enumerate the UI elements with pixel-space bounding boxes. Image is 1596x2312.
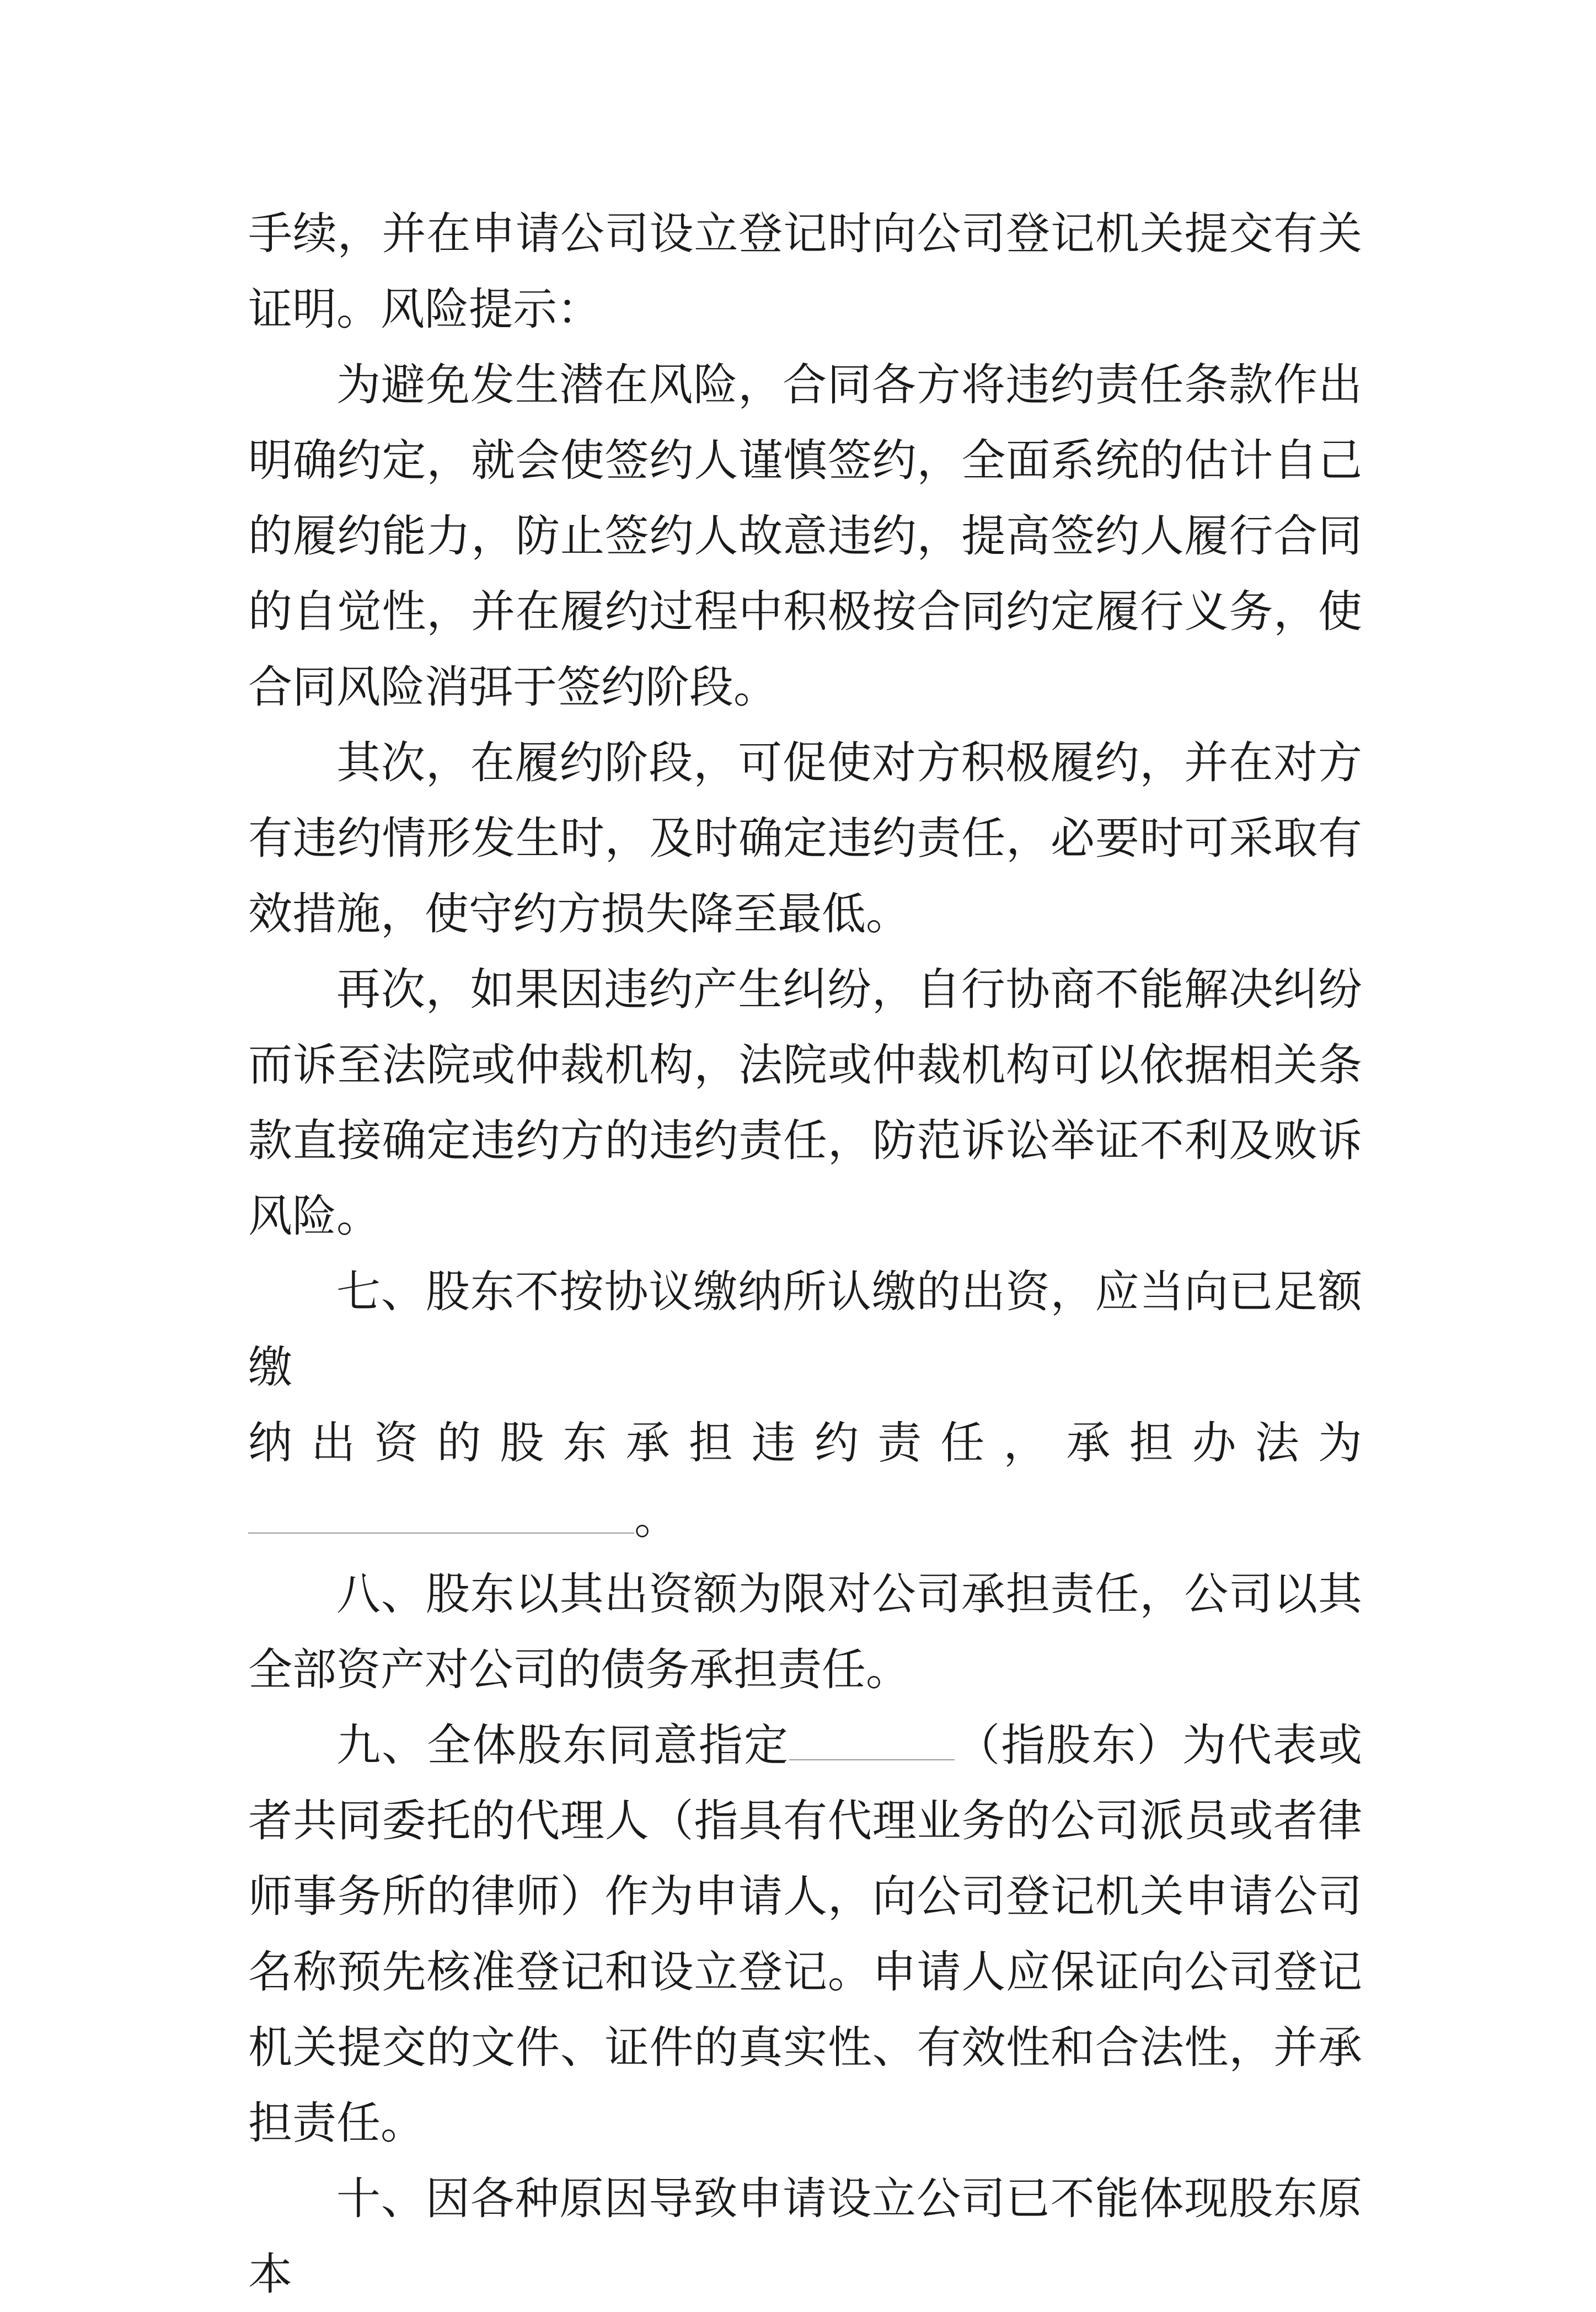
clause-7-char: 为 [1317, 1417, 1362, 1469]
document-body [248, 196, 1362, 2312]
paragraph-thirdly: 再次，如果因违约产生纠纷，自行协商不能解决纠纷而诉至法院或仲裁机构，法院或仲裁机构可以依据相关条款直接确定违约方的违约责任，防范诉讼举证不利及败诉风险。 [248, 964, 1362, 1242]
paragraph-secondly: 其次，在履约阶段，可促使对方积极履约，并在对方有违约情形发生时，及时确定违约责任，必要时可采取有效措施，使守约方损失降至最低。 [248, 737, 1362, 939]
paragraph-continuation: 手续，并在申请公司设立登记时向公司登记机关提交有关证明。风险提示： [248, 208, 1362, 335]
clause-7-line-2 [248, 1405, 1362, 1481]
clause-7-char: 东 [563, 1417, 607, 1469]
clause-7-char: 出 [311, 1417, 356, 1469]
clause-7-char: 承 [625, 1417, 670, 1469]
clause-7-char: 股 [500, 1417, 544, 1469]
clause-8: 八、股东以其出资额为限对公司承担责任，公司以其全部资产对公司的债务承担责任。 [248, 1568, 1362, 1695]
clause-7-char: 的 [437, 1417, 481, 1469]
clause-9-suffix: （指股东）为代表或者共同委托的代理人（指具有代理业务的公司派员或者律师事务所的律师）作为申请人，向公司登记机关申请公司名称预先核准登记和设立登记。申请人应保证向公司登记机关提交的文件、证件的真实性、有效性和合法性，并承担责任。 [248, 1720, 1363, 2149]
clause-7-char: 纳 [248, 1417, 292, 1469]
clause-10: 十、因各种原因导致申请设立公司已不能体现股东原本 [248, 2173, 1362, 2300]
clause-7-period: 。 [634, 1493, 678, 1544]
clause-7 [248, 1254, 1362, 1556]
clause-7-char: 责 [877, 1417, 922, 1469]
clause-7-char: 资 [374, 1417, 419, 1469]
clause-7-char: 承 [1066, 1417, 1111, 1469]
clause-7-char: 担 [688, 1417, 733, 1469]
clause-9 [248, 1707, 1362, 2161]
clause-7-char: 办 [1192, 1417, 1236, 1469]
paragraph-risk-avoidance: 为避免发生潜在风险，合同各方将违约责任条款作出明确约定，就会使签约人谨慎签约，全面系统的估计自己的履约能力，防止签约人故意违约，提高签约人履行合同的自觉性，并在履约过程中积极按合同约定履行义务，使合同风险消弭于签约阶段。 [248, 359, 1362, 713]
clause-7-char: 任 [940, 1417, 985, 1469]
clause-7-line-1: 七、股东不按协议缴纳所认缴的出资，应当向已足额缴 [248, 1266, 1362, 1393]
clause-7-char: 约 [814, 1417, 859, 1469]
fill-in-blank-method[interactable] [248, 1494, 634, 1534]
clause-9-prefix: 九、全体股东同意指定 [336, 1720, 790, 1771]
clause-7-char: 担 [1129, 1417, 1174, 1469]
clause-7-char: 违 [751, 1417, 796, 1469]
clause-7-char: 法 [1255, 1417, 1299, 1469]
fill-in-blank-representative[interactable] [789, 1721, 955, 1760]
clause-7-char: ， [1003, 1417, 1048, 1469]
clause-7-line-3 [248, 1481, 1362, 1556]
